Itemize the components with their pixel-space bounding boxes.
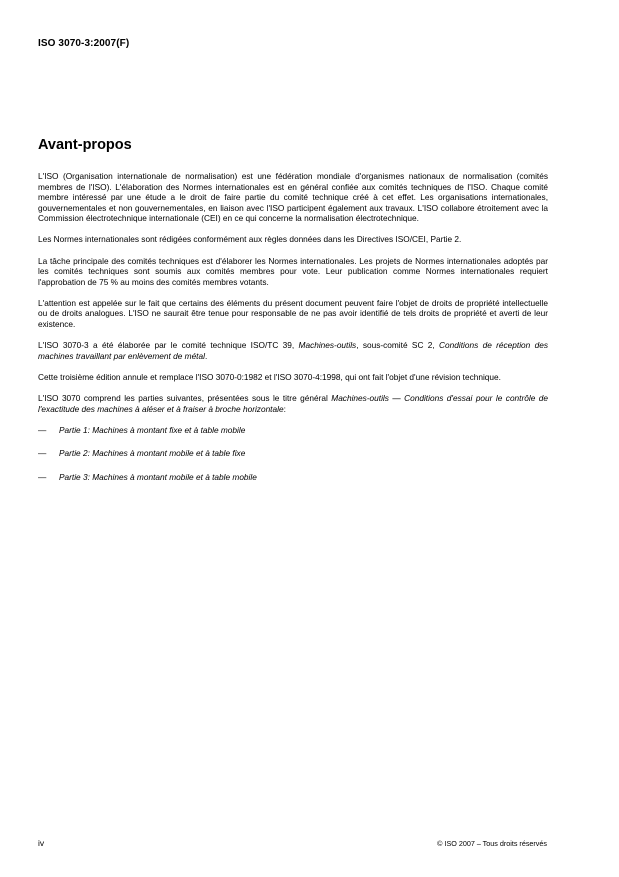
list-item — [38, 425, 548, 436]
list-item-text: Partie 2: Machines à montant mobile et à table fixe — [59, 448, 246, 459]
list-item — [38, 448, 548, 459]
foreword-body — [38, 171, 548, 496]
dash-bullet: — — [38, 472, 47, 483]
prepared-by-end: . — [204, 350, 208, 361]
dash-bullet: — — [38, 424, 47, 435]
parts-intro-end: : — [283, 403, 286, 414]
paragraph-patent-rights: L'attention est appelée sur le fait que certains des éléments du présent document peuvent faire l'objet de droits de propriété intellectuelle ou de droits analogues. L'ISO ne saurait être tenue pour responsable de ne pas avoir identifié de tels droits de propriété et averti de leur existence. — [38, 297, 548, 330]
subcommittee-text: , sous-comité SC 2, — [356, 340, 440, 351]
page-number: iv — [38, 838, 45, 848]
paragraph-parts-intro — [38, 393, 548, 414]
committee-title: Machines-outils — [298, 340, 357, 351]
list-item — [38, 472, 548, 483]
section-heading: Avant-propos — [38, 137, 132, 153]
subcommittee-title: Conditions de réception des machines travaillant par enlèvement de métal — [38, 340, 549, 361]
prepared-by-text: L'ISO 3070-3 a été élaborée par le comité technique ISO/TC 39, — [38, 340, 299, 351]
parts-intro-text: L'ISO 3070 comprend les parties suivantes, présentées sous le titre général — [38, 392, 332, 403]
parts-list — [38, 425, 548, 483]
document-id-header: ISO 3070-3:2007(F) — [38, 38, 130, 49]
dash-bullet: — — [38, 448, 47, 459]
paragraph-iso-organisation: L'ISO (Organisation internationale de normalisation) est une fédération mondiale d'organismes nationaux de normalisation (comités membres de l'ISO). L'élaboration des Normes internationales est en général confiée aux comités techniques de l'ISO. Chaque comité membre intéressé par une étude a le droit de faire partie du comité technique créé à cet effet. Les organisations internationales, gouvernementales et non gouvernementales, en liaison avec l'ISO participent également aux travaux. L'ISO collabore étroitement avec la Commission électrotechnique internationale (CEI) en ce qui concerne la normalisation électrotechnique. — [38, 171, 548, 224]
paragraph-prepared-by — [38, 340, 548, 361]
copyright-notice: © ISO 2007 – Tous droits réservés — [437, 839, 547, 848]
list-item-text: Partie 3: Machines à montant mobile et à table mobile — [59, 472, 257, 483]
paragraph-technical-committees: La tâche principale des comités techniques est d'élaborer les Normes internationales. Les projets de Normes internationales adoptés par les comités techniques sont soumis aux comités membres pour vote. Leur publication comme Normes internationales requiert l'approbation de 75 % au moins des comités membres votants. — [38, 255, 548, 287]
list-item-text: Partie 1: Machines à montant fixe et à table mobile — [59, 424, 246, 435]
general-title: Machines-outils — Conditions d'essai pour le contrôle de l'exactitude des machines à aléser et à fraiser à broche horizontale — [38, 392, 548, 414]
paragraph-directives: Les Normes internationales sont rédigées conformément aux règles données dans les Directives ISO/CEI, Partie 2. — [38, 234, 462, 245]
paragraph-edition: Cette troisième édition annule et remplace l'ISO 3070-0:1982 et l'ISO 3070-4:1998, qui ont fait l'objet d'une révision technique. — [38, 371, 501, 382]
